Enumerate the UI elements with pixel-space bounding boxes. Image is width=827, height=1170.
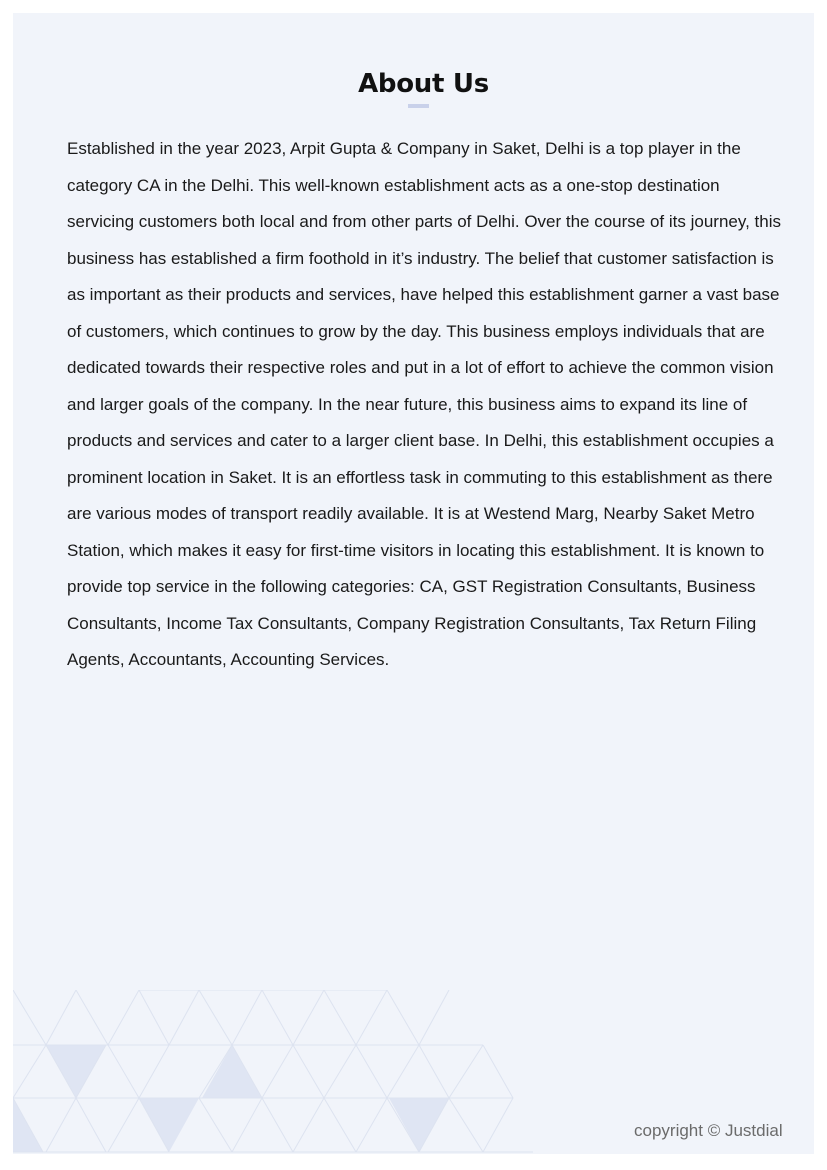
- page-title: About Us: [358, 69, 489, 99]
- title-underline: [408, 104, 429, 108]
- triangle-pattern-decoration: [13, 990, 533, 1154]
- footer-copyright: copyright © Justdial: [634, 1121, 783, 1140]
- about-description: Established in the year 2023, Arpit Gupta & Company in Saket, Delhi is a top player in the category CA in the Delhi. This well-known establishment acts as a one-stop destination servicing customers both local and from other parts of Delhi. Over the course of its journey, this business has established a firm foothold in it’s industry. The belief that customer satisfaction is as important as their products and services, have helped this establishment garner a vast base of customers, which continues to grow by the day. This business employs individuals that are dedicated towards their respective roles and put in a lot of effort to achieve the common vision and larger goals of the company. In the near future, this business aims to expand its line of products and services and cater to a larger client base. In Delhi, this establishment occupies a prominent location in Saket. It is an effortless task in commuting to this establishment as there are various modes of transport readily available. It is at Westend Marg, Nearby Saket Metro Station, which makes it easy for first-time visitors in locating this establishment. It is known to provide top service in the following categories: CA, GST Registration Consultants, Business Consultants, Income Tax Consultants, Company Registration Consultants, Tax Return Filing Agents, Accountants, Accounting Services.: [67, 139, 781, 669]
- about-page: [13, 13, 814, 1154]
